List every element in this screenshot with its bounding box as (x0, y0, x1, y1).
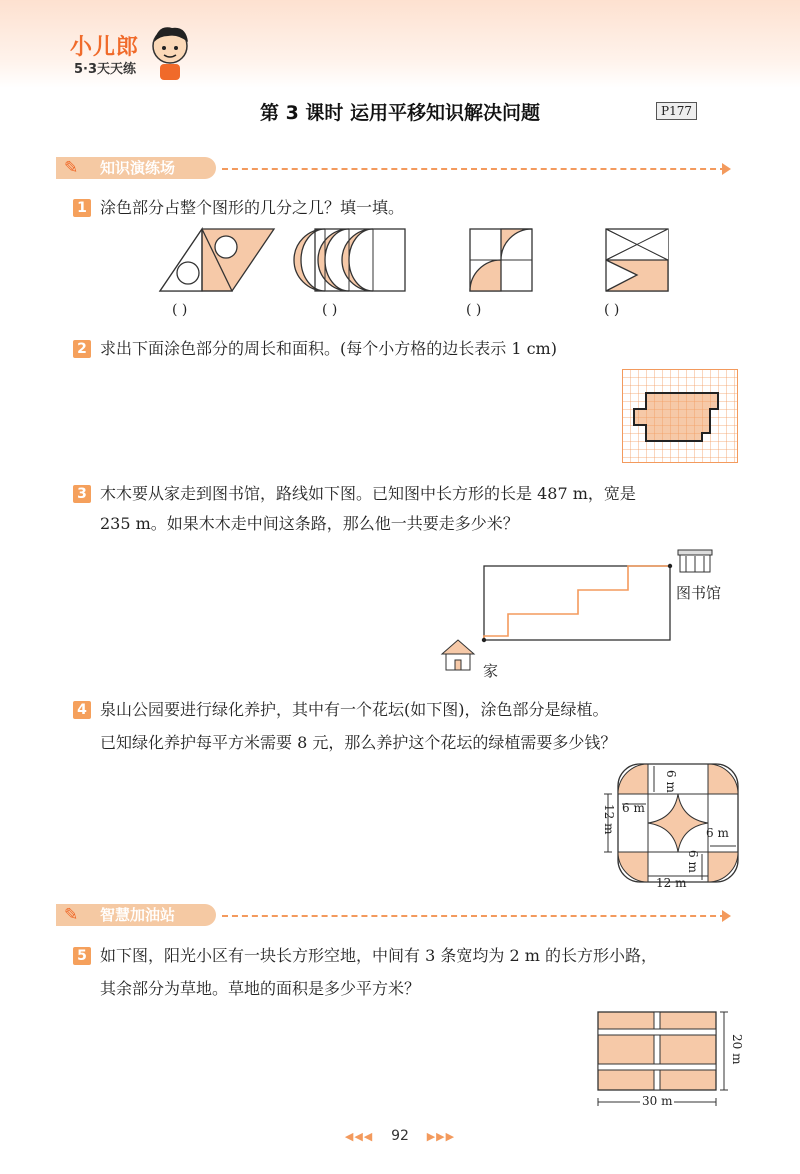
logo-title: 小儿郎 (70, 35, 140, 60)
page-title: 第 3 课时 运用平移知识解决问题 (259, 102, 541, 124)
house-icon (442, 640, 474, 670)
section-icon: ✎ (64, 158, 79, 178)
q1-figures (150, 225, 670, 295)
question-text-line1: 如下图，阳光小区有一块长方形空地，中间有 3 条宽均为 2 m 的长方形小路， (100, 946, 657, 965)
dim-left-inner: 6 m (622, 801, 645, 815)
question-number: 5 (73, 947, 91, 965)
section-divider (222, 915, 726, 917)
mascot-icon (148, 22, 192, 82)
answer-blank[interactable]: ( ) (604, 302, 620, 318)
q3-route-figure (432, 542, 752, 682)
answer-ref: P177 (656, 102, 697, 120)
arrow-icon (722, 910, 731, 922)
q2-grid-figure (622, 369, 740, 465)
answer-blank[interactable]: ( ) (466, 302, 482, 318)
dim-top: 6 m (664, 770, 678, 793)
question-text-line1: 泉山公园要进行绿化养护，其中有一个花坛(如下图)，涂色部分是绿植。 (100, 700, 609, 719)
q5-lawn-figure (594, 1008, 742, 1108)
section-icon: ✎ (64, 905, 79, 925)
logo-subtitle: 5·3天天练 (74, 62, 137, 77)
dim-width: 30 m (642, 1094, 673, 1108)
library-icon (678, 550, 712, 572)
dim-right: 6 m (706, 826, 729, 840)
dim-bottom: 12 m (656, 876, 687, 890)
question-number: 2 (73, 340, 91, 358)
question-text-line1: 木木要从家走到图书馆，路线如下图。已知图中长方形的长是 487 m，宽是 (100, 484, 636, 503)
question-number: 1 (73, 199, 91, 217)
page-number: 92 (391, 1128, 409, 1144)
question-text-line2: 其余部分为草地。草地的面积是多少平方米？ (100, 979, 421, 998)
dim-bottom-vert: 6 m (686, 850, 700, 873)
label-home: 家 (483, 662, 499, 680)
section-wisdom-header: 智慧加油站 (56, 904, 216, 926)
question-text-line2: 已知绿化养护每平方米需要 8 元，那么养护这个花坛的绿植需要多少钱？ (100, 733, 617, 752)
dim-left-outer: 12 m (602, 804, 616, 835)
question-number: 3 (73, 485, 91, 503)
answer-blank[interactable]: ( ) (322, 302, 338, 318)
arrow-icon (722, 163, 731, 175)
section-divider (222, 168, 726, 170)
section-practice-header: 知识演练场 (56, 157, 216, 179)
prev-arrows-icon: ◀◀◀ (344, 1130, 374, 1143)
question-number: 4 (73, 701, 91, 719)
label-library: 图书馆 (676, 584, 722, 602)
question-text: 求出下面涂色部分的周长和面积。(每个小方格的边长表示 1 cm) (100, 339, 557, 358)
dim-height: 20 m (730, 1034, 744, 1065)
question-text: 涂色部分占整个图形的几分之几？填一填。 (100, 198, 405, 217)
answer-blank[interactable]: ( ) (172, 302, 188, 318)
next-arrows-icon: ▶▶▶ (426, 1130, 456, 1143)
question-text-line2: 235 m。如果木木走中间这条路，那么他一共要走多少米？ (100, 514, 519, 533)
page-footer (0, 1128, 800, 1144)
